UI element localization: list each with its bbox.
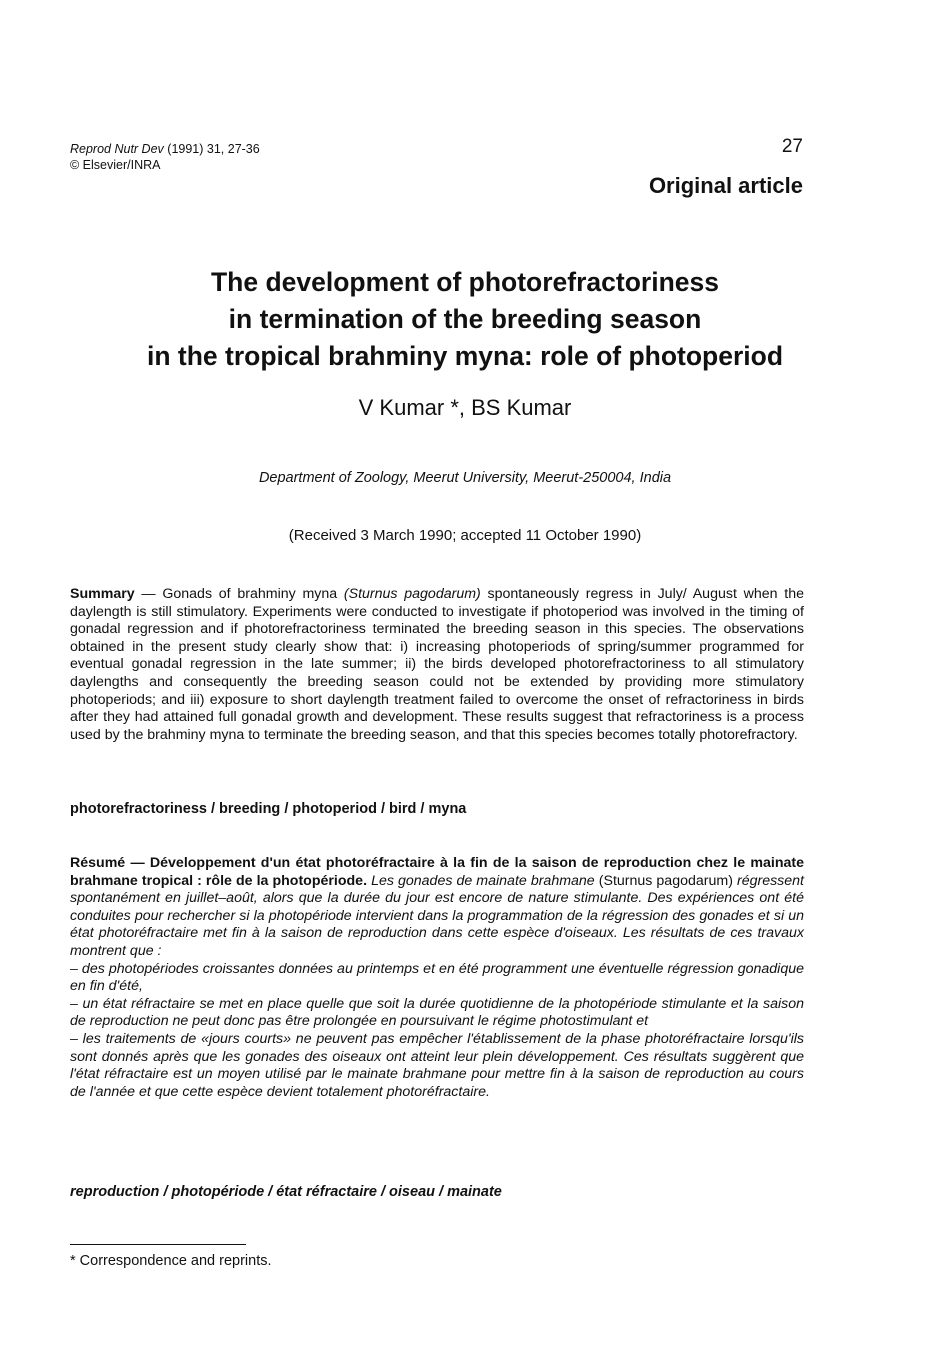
resume-point: – un état réfractaire se met en place quelle que soit la durée quotidienne de la photopériode stimulante et la saison de reproduction ne peut donc pas être prolongée en poursuivant le régime photostimulant et [70,995,804,1030]
article-title [60,264,870,375]
journal-citation [70,141,260,173]
received-dates: (Received 3 March 1990; accepted 11 October 1990) [288,527,642,544]
resume-point: – les traitements de «jours courts» ne peuvent pas empêcher l'établissement de la phase photoréfractaire lorsqu'ils sont donnés après que les gonades des oiseaux ont atteint leur plein développement. Ces résultats suggèrent que l'état réfractaire est un moyen utilisé par le mainate brahmane pour mettre fin à la saison de reproduction au cours de l'année et que cette espèce devient totalement photoréfractaire. [70,1030,804,1100]
citation-volume: (1991) 31, 27-36 [167,142,260,156]
footnote-rule [70,1244,246,1245]
affiliation: Department of Zoology, Meerut University, Meerut-250004, India [258,470,672,486]
resume-paragraph [70,855,804,1101]
species-name: (Sturnus pagodarum) [343,586,481,602]
authors: V Kumar *, BS Kumar [358,395,572,420]
page-number: 27 [781,136,803,157]
summary-dash: — [134,586,163,602]
summary-paragraph [70,586,804,744]
resume-heading: Résumé — Développement d'un état photoréfractaire à la fin de la saison de reproduction chez le mainate brahmane tropical : rôle de la photopériode. [70,855,804,889]
keywords-french: reproduction / photopériode / état réfractaire / oiseau / mainate [70,1184,502,1200]
species-name: (Sturnus pagodarum) [598,872,733,889]
summary-text: Gonads of brahminy myna [162,586,344,602]
title-line: The development of photorefractoriness [211,267,719,297]
article-type: Original article [648,173,803,198]
title-line: in the tropical brahminy myna: role of photoperiod [146,341,784,371]
resume-text: Les gonades de mainate brahmane [367,872,599,889]
footnote: * Correspondence and reprints. [70,1253,272,1269]
keywords-english: photorefractoriness / breeding / photoperiod / bird / myna [70,801,467,817]
journal-abbrev: Reprod Nutr Dev [70,142,164,156]
title-line: in termination of the breeding season [228,304,702,334]
copyright: © Elsevier/INRA [70,158,161,172]
resume-text: régressent spontanément en juillet–août, alors que la durée du jour est encore de nature stimulante. Des expériences ont été conduites pour rechercher si la photopériode intervient dans la programmation de la régression des gonades et si un état photoréfractaire met fin à la saison de reproduction dans cette espèce d'oiseaux. Les résultats de ces travaux montrent que : [70,872,804,959]
resume-point: – des photopériodes croissantes données au printemps et en été programment une éventuelle régression gonadique en fin d'été, [70,960,804,995]
summary-label: Summary [70,586,135,602]
summary-text: spontaneously regress in July/ August when the daylength is still stimulatory. Experiments were conducted to investigate if photoperiod was involved in the timing of gonadal regression and if photorefractoriness terminated the breeding season in this species. The observations obtained in the present study clearly show that: i) increasing photoperiods of spring/summer programmed for eventual gonadal regression in the late summer; ii) the birds developed photorefractoriness to all stimulatory daylengths and consequently the breeding season could not be extended by providing more stimulatory photoperiods; and iii) exposure to short daylength treatment failed to overcome the onset of refractoriness in birds after they had attained full gonadal growth and development. These results suggest that refractoriness is a process used by the brahminy myna to terminate the breeding season, and that this species becomes totally photorefractory. [70,586,805,743]
